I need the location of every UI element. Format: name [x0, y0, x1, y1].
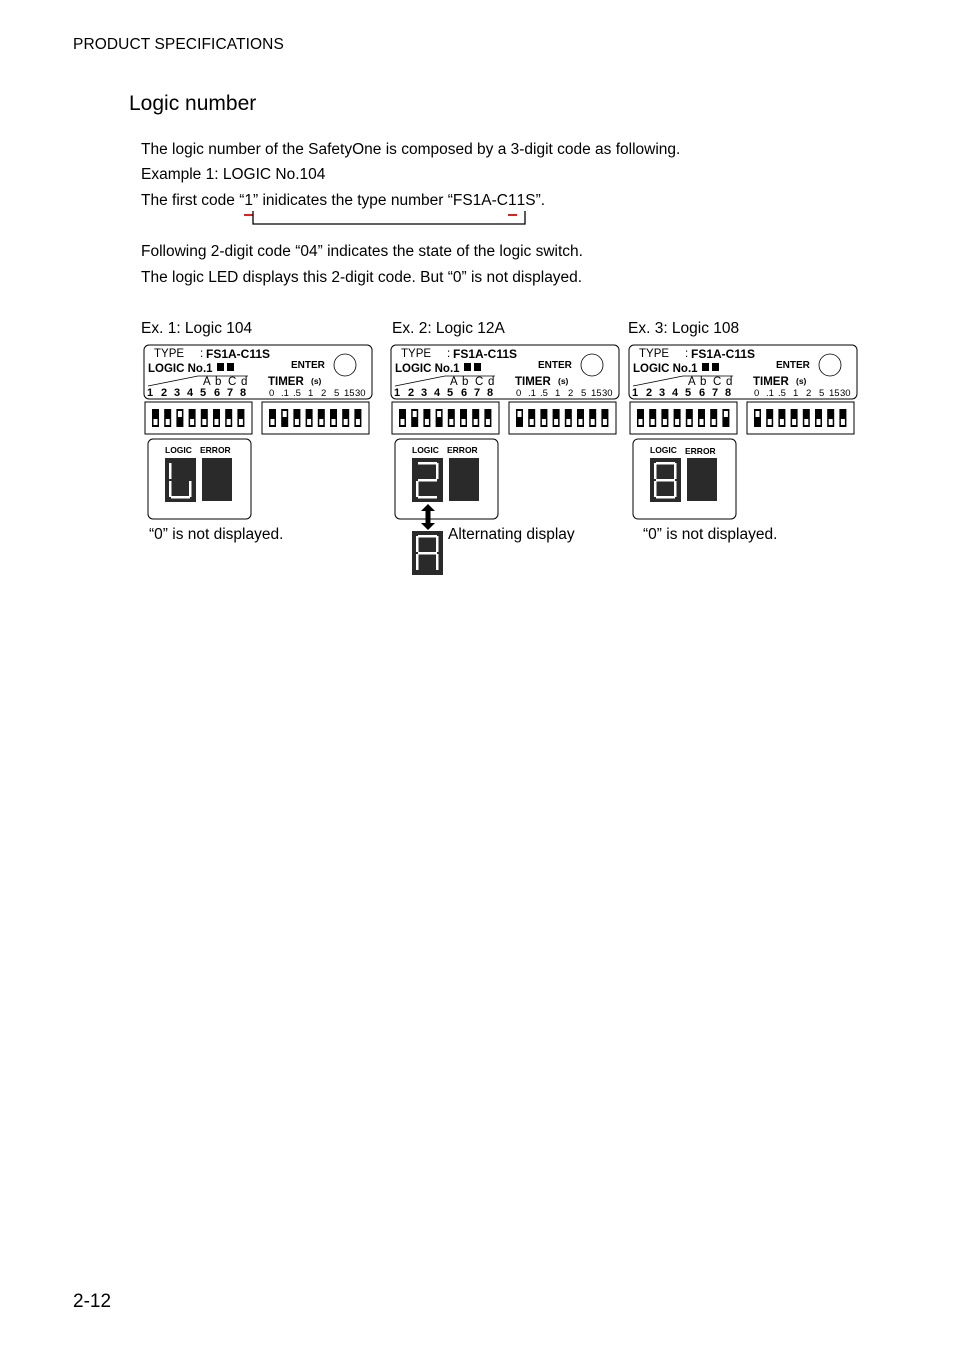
paragraph-led: The logic LED displays this 2-digit code. But “0” is not displayed.: [141, 269, 583, 286]
led-error-label: ERROR: [200, 445, 231, 455]
digit-segment: [436, 463, 439, 479]
timer-value: .5: [778, 388, 786, 399]
digit-segment: [656, 496, 675, 499]
example-1-title: Ex. 1: Logic 104: [141, 320, 253, 337]
dip-housing: [262, 402, 369, 434]
error-led-display: [687, 458, 717, 501]
timer-label: TIMER: [753, 376, 789, 388]
timer-unit: (s): [311, 376, 322, 386]
example-2-led-box: [394, 438, 500, 522]
led-logic-label: LOGIC: [412, 445, 439, 455]
dip-slider: [639, 419, 643, 425]
logic-letter: d: [726, 376, 733, 388]
dip-slider: [307, 419, 311, 425]
dip-slider: [804, 419, 808, 425]
switch-number: 8: [725, 387, 732, 399]
timer-value: 15: [829, 388, 840, 399]
digit-segment: [416, 536, 419, 552]
section-title: Logic number: [129, 92, 257, 115]
switch-number: 2: [408, 387, 415, 399]
led-error-label: ERROR: [447, 445, 478, 455]
timer-value: 5: [334, 388, 340, 399]
timer-value: 0: [269, 388, 275, 399]
bracket-connector: [248, 209, 532, 229]
logic-letter: C: [713, 376, 722, 388]
digit-segment: [418, 535, 437, 538]
paragraph-first-code: [141, 192, 545, 210]
switch-number: 3: [174, 387, 181, 399]
switch-number: 7: [227, 387, 234, 399]
dip-slider: [271, 419, 275, 425]
running-header: PRODUCT SPECIFICATIONS: [73, 36, 284, 53]
led-error-label: ERROR: [685, 446, 716, 456]
timer-value: 30: [840, 388, 851, 399]
timer-value: .5: [540, 388, 548, 399]
digit-segment: [674, 481, 677, 497]
switch-number: 6: [461, 387, 468, 399]
switch-number: 5: [447, 387, 454, 399]
timer-value: .1: [766, 388, 774, 399]
dip-housing: [145, 402, 252, 434]
logic-letter: b: [215, 376, 222, 388]
type-label: TYPE: [401, 348, 432, 360]
digit-segment: [169, 481, 172, 497]
digit-segment: [436, 536, 439, 552]
dip-slider: [295, 419, 299, 425]
logic-letter: C: [228, 376, 237, 388]
switch-number: 1: [632, 387, 639, 399]
dip-slider: [687, 419, 691, 425]
dip-slider: [166, 419, 170, 425]
text-segment: ” inidicates the type number “FS1A-C: [253, 192, 508, 209]
example-1-caption: “0” is not displayed.: [149, 526, 284, 543]
digit-segment: [436, 554, 439, 570]
timer-value: 2: [568, 388, 574, 399]
dip-slider: [413, 411, 417, 417]
alternate-digit-display: [412, 531, 446, 578]
dip-slider: [227, 419, 231, 425]
example-1-panel: [143, 344, 375, 438]
dip-slider: [486, 419, 490, 425]
logic-letter: b: [462, 376, 469, 388]
model-name: FS1A-C11S: [453, 347, 518, 361]
switch-number: 3: [659, 387, 666, 399]
digit-segment: [654, 463, 657, 479]
timer-value: 1: [308, 388, 314, 399]
digit-segment: [171, 496, 190, 499]
digit-segment: [418, 496, 437, 499]
dip-slider: [425, 419, 429, 425]
digit-segment: [416, 481, 419, 497]
timer-unit: (s): [796, 376, 807, 386]
timer-value: 2: [321, 388, 327, 399]
logic-letter: d: [488, 376, 495, 388]
logic-no-label: LOGIC No.1: [395, 363, 460, 375]
dip-slider: [202, 419, 206, 425]
text-segment: 1S”.: [516, 192, 546, 209]
dip-slider: [462, 419, 466, 425]
logic-digit-2: [412, 458, 443, 502]
logic-dip-switch[interactable]: [392, 402, 499, 434]
timer-value: .5: [293, 388, 301, 399]
paragraph-intro: The logic number of the SafetyOne is composed by a 3-digit code as following.: [141, 141, 681, 158]
switch-number: 3: [421, 387, 428, 399]
switch-number: 2: [161, 387, 168, 399]
example-3-caption: “0” is not displayed.: [643, 526, 778, 543]
switch-number: 1: [147, 387, 154, 399]
timer-dip-switch[interactable]: [509, 402, 616, 434]
error-led-display: [202, 458, 232, 501]
logic-indicator: [464, 363, 471, 371]
timer-value: 0: [754, 388, 760, 399]
example-3-led-box: [632, 438, 738, 522]
double-arrow-icon: [418, 503, 438, 531]
type-label: TYPE: [639, 348, 670, 360]
digit-segment: [418, 462, 437, 465]
type-colon: :: [447, 348, 451, 360]
timer-value: 30: [355, 388, 366, 399]
logic-indicator: [702, 363, 709, 371]
timer-value: 15: [591, 388, 602, 399]
logic-letter: A: [450, 376, 458, 388]
logic-digit-4: [165, 458, 196, 502]
digit-segment: [418, 479, 437, 482]
logic-no-label: LOGIC No.1: [148, 363, 213, 375]
text-segment: The first code “: [141, 192, 245, 209]
example-1-led-box: [147, 438, 253, 522]
example-3-title: Ex. 3: Logic 108: [628, 320, 740, 337]
timer-value: 30: [602, 388, 613, 399]
type-colon: :: [685, 348, 689, 360]
dip-slider: [591, 419, 595, 425]
switch-number: 4: [672, 387, 679, 399]
timer-value: 0: [516, 388, 522, 399]
switch-number: 6: [214, 387, 221, 399]
switch-number: 1: [394, 387, 401, 399]
dip-slider: [663, 419, 667, 425]
logic-no-label: LOGIC No.1: [633, 363, 698, 375]
timer-label: TIMER: [515, 376, 551, 388]
dip-slider: [712, 419, 716, 425]
logic-indicator: [217, 363, 224, 371]
type-colon: :: [200, 348, 204, 360]
dip-slider: [530, 419, 534, 425]
dip-slider: [283, 411, 287, 417]
dip-housing: [630, 402, 737, 434]
digit-segment: [656, 462, 675, 465]
switch-number: 7: [474, 387, 481, 399]
switch-number: 2: [646, 387, 653, 399]
dip-slider: [675, 419, 679, 425]
model-name: FS1A-C11S: [691, 347, 756, 361]
dip-slider: [332, 419, 336, 425]
timer-value: 1: [555, 388, 561, 399]
dip-slider: [579, 419, 583, 425]
model-name: FS1A-C11S: [206, 347, 271, 361]
dip-slider: [554, 419, 558, 425]
type-label: TYPE: [154, 348, 185, 360]
highlighted-code: 1: [244, 192, 253, 209]
switch-number: 8: [240, 387, 247, 399]
dip-slider: [449, 419, 453, 425]
led-logic-label: LOGIC: [165, 445, 192, 455]
timer-value: 15: [344, 388, 355, 399]
digit-segment: [656, 479, 675, 482]
digit-segment: [654, 481, 657, 497]
dip-slider: [474, 419, 478, 425]
dip-slider: [700, 419, 704, 425]
timer-value: .1: [281, 388, 289, 399]
dip-housing: [747, 402, 854, 434]
logic-letter: C: [475, 376, 484, 388]
example-2-caption: Alternating display: [448, 526, 575, 543]
error-led-display: [449, 458, 479, 501]
dip-slider: [817, 419, 821, 425]
dip-slider: [356, 419, 360, 425]
timer-unit: (s): [558, 376, 569, 386]
dip-slider: [239, 419, 243, 425]
logic-letter: b: [700, 376, 707, 388]
enter-button[interactable]: [819, 354, 841, 376]
dip-slider: [724, 411, 728, 417]
led-logic-label: LOGIC: [650, 445, 677, 455]
dip-slider: [344, 419, 348, 425]
dip-slider: [437, 411, 441, 417]
enter-button[interactable]: [334, 354, 356, 376]
highlighted-code: 1: [508, 192, 517, 209]
digit-segment: [416, 554, 419, 570]
dip-slider: [603, 419, 607, 425]
dip-slider: [756, 411, 760, 417]
dip-slider: [829, 419, 833, 425]
dip-slider: [518, 411, 522, 417]
switch-number: 5: [200, 387, 207, 399]
dip-slider: [651, 419, 655, 425]
dip-housing: [392, 402, 499, 434]
digit-segment: [169, 463, 172, 479]
dip-slider: [319, 419, 323, 425]
logic-letter: A: [688, 376, 696, 388]
example-2-panel: [390, 344, 622, 438]
paragraph-two-digit: Following 2-digit code “04” indicates the state of the logic switch.: [141, 243, 583, 260]
logic-letter: A: [203, 376, 211, 388]
switch-number: 4: [434, 387, 441, 399]
digit-segment: [418, 552, 437, 555]
dip-slider: [780, 419, 784, 425]
switch-number: 8: [487, 387, 494, 399]
enter-label: ENTER: [776, 360, 810, 371]
logic-indicator: [474, 363, 481, 371]
logic-indicator: [712, 363, 719, 371]
dip-slider: [190, 419, 194, 425]
dip-slider: [768, 419, 772, 425]
dip-housing: [509, 402, 616, 434]
digit-segment: [674, 463, 677, 479]
timer-label: TIMER: [268, 376, 304, 388]
logic-dip-switch[interactable]: [145, 402, 252, 434]
timer-value: 5: [819, 388, 825, 399]
dip-slider: [566, 419, 570, 425]
switch-number: 7: [712, 387, 719, 399]
logic-letter: d: [241, 376, 248, 388]
enter-button[interactable]: [581, 354, 603, 376]
timer-value: .1: [528, 388, 536, 399]
logic-indicator: [227, 363, 234, 371]
logic-digit-A: [412, 531, 443, 575]
logic-dip-switch[interactable]: [630, 402, 737, 434]
dip-slider: [178, 411, 182, 417]
paragraph-example: Example 1: LOGIC No.104: [141, 166, 326, 183]
switch-number: 6: [699, 387, 706, 399]
timer-dip-switch[interactable]: [262, 402, 369, 434]
page-number: 2-12: [73, 1291, 112, 1312]
timer-value: 5: [581, 388, 587, 399]
timer-value: 1: [793, 388, 799, 399]
enter-label: ENTER: [538, 360, 572, 371]
dip-slider: [215, 419, 219, 425]
timer-value: 2: [806, 388, 812, 399]
dip-slider: [542, 419, 546, 425]
dip-slider: [841, 419, 845, 425]
dip-slider: [401, 419, 405, 425]
timer-dip-switch[interactable]: [747, 402, 854, 434]
switch-number: 5: [685, 387, 692, 399]
digit-segment: [189, 481, 192, 497]
logic-digit-8: [650, 458, 681, 502]
switch-number: 4: [187, 387, 194, 399]
dip-slider: [154, 419, 158, 425]
example-2-title: Ex. 2: Logic 12A: [392, 320, 505, 337]
enter-label: ENTER: [291, 360, 325, 371]
dip-slider: [792, 419, 796, 425]
example-3-panel: [628, 344, 860, 438]
